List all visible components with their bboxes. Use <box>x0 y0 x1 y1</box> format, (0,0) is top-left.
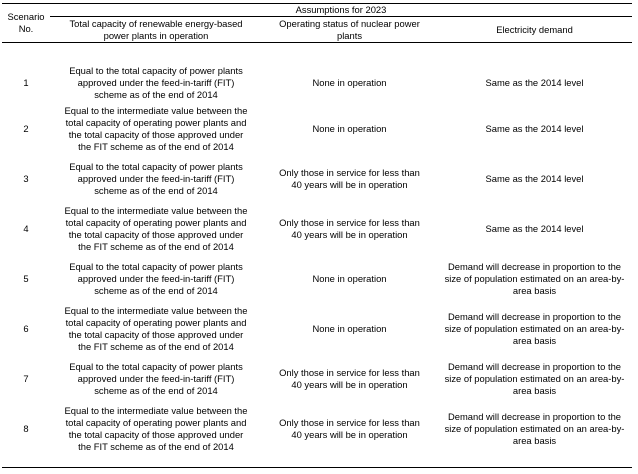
spacer-row <box>2 43 632 66</box>
nuclear-status-cell: Only those in service for less than 40 years will be in operation <box>279 217 420 240</box>
electricity-demand-cell: Demand will decrease in proportion to the size of population estimated on an area-by- area basis <box>444 311 625 346</box>
demand-header: Electricity demand <box>437 17 632 43</box>
scenario-number-cell: 6 <box>23 323 29 334</box>
scenario-no-header: Scenario No. <box>2 10 50 36</box>
electricity-demand-cell: Same as the 2014 level <box>485 77 584 88</box>
table-bottom-rule <box>2 467 632 468</box>
electricity-demand-cell: Same as the 2014 level <box>485 123 584 134</box>
scenario-number-cell: 1 <box>23 77 29 88</box>
electricity-demand-cell: Same as the 2014 level <box>485 173 584 184</box>
electricity-demand-cell: Demand will decrease in proportion to the size of population estimated on an area-by- area basis <box>444 411 625 446</box>
scenario-row <box>2 301 632 357</box>
scenario-row <box>2 257 632 301</box>
renewable-capacity-cell: Equal to the intermediate value between the total capacity of operating power plants and the total capacity of those approved under the FIT scheme as of the end of 2014 <box>64 205 248 252</box>
scenario-row <box>2 157 632 201</box>
nuclear-status-cell: Only those in service for less than 40 years will be in operation <box>279 367 420 390</box>
header-row-columns <box>2 17 632 43</box>
electricity-demand-cell: Demand will decrease in proportion to the size of population estimated on an area-by- area basis <box>444 361 625 396</box>
scenario-row <box>2 101 632 157</box>
assumptions-header: Assumptions for 2023 <box>50 4 632 17</box>
header-row-assumptions <box>2 4 632 17</box>
scenario-row <box>2 401 632 457</box>
scenario-number-cell: 8 <box>23 423 29 434</box>
scenario-number-cell: 3 <box>23 173 29 184</box>
scenario-table <box>2 3 632 457</box>
renewable-capacity-cell: Equal to the total capacity of power plants approved under the feed-in-tariff (FIT) scheme as of the end of 2014 <box>69 161 243 196</box>
renewable-capacity-cell: Equal to the intermediate value between the total capacity of operating power plants and the total capacity of those approved under the FIT scheme as of the end of 2014 <box>64 105 248 152</box>
scenario-number-cell: 2 <box>23 123 29 134</box>
scenario-rows <box>2 43 632 458</box>
nuclear-status-cell: None in operation <box>312 77 387 88</box>
electricity-demand-cell: Demand will decrease in proportion to the size of population estimated on an area-by- area basis <box>444 261 625 296</box>
nuclear-status-cell: Only those in service for less than 40 years will be in operation <box>279 167 420 190</box>
nuclear-status-cell: None in operation <box>312 273 387 284</box>
renewable-header: Total capacity of renewable energy-based power plants in operation <box>50 17 262 43</box>
renewable-capacity-cell: Equal to the total capacity of power plants approved under the feed-in-tariff (FIT) scheme as of the end of 2014 <box>69 261 243 296</box>
renewable-capacity-cell: Equal to the intermediate value between the total capacity of operating power plants and the total capacity of those approved under the FIT scheme as of the end of 2014 <box>64 405 248 452</box>
scenario-row <box>2 201 632 257</box>
renewable-capacity-cell: Equal to the intermediate value between the total capacity of operating power plants and the total capacity of those approved under the FIT scheme as of the end of 2014 <box>64 305 248 352</box>
renewable-capacity-cell: Equal to the total capacity of power plants approved under the feed-in-tariff (FIT) scheme as of the end of 2014 <box>69 361 243 396</box>
scenario-number-cell: 4 <box>23 223 29 234</box>
scenario-row <box>2 65 632 101</box>
scenario-row <box>2 357 632 401</box>
nuclear-status-cell: Only those in service for less than 40 years will be in operation <box>279 417 420 440</box>
nuclear-header: Operating status of nuclear power plants <box>262 17 437 43</box>
nuclear-status-cell: None in operation <box>312 323 387 334</box>
nuclear-status-cell: None in operation <box>312 123 387 134</box>
scenario-number-cell: 7 <box>23 373 29 384</box>
renewable-capacity-cell: Equal to the total capacity of power plants approved under the feed-in-tariff (FIT) scheme as of the end of 2014 <box>69 65 243 100</box>
electricity-demand-cell: Same as the 2014 level <box>485 223 584 234</box>
scenario-number-cell: 5 <box>23 273 29 284</box>
